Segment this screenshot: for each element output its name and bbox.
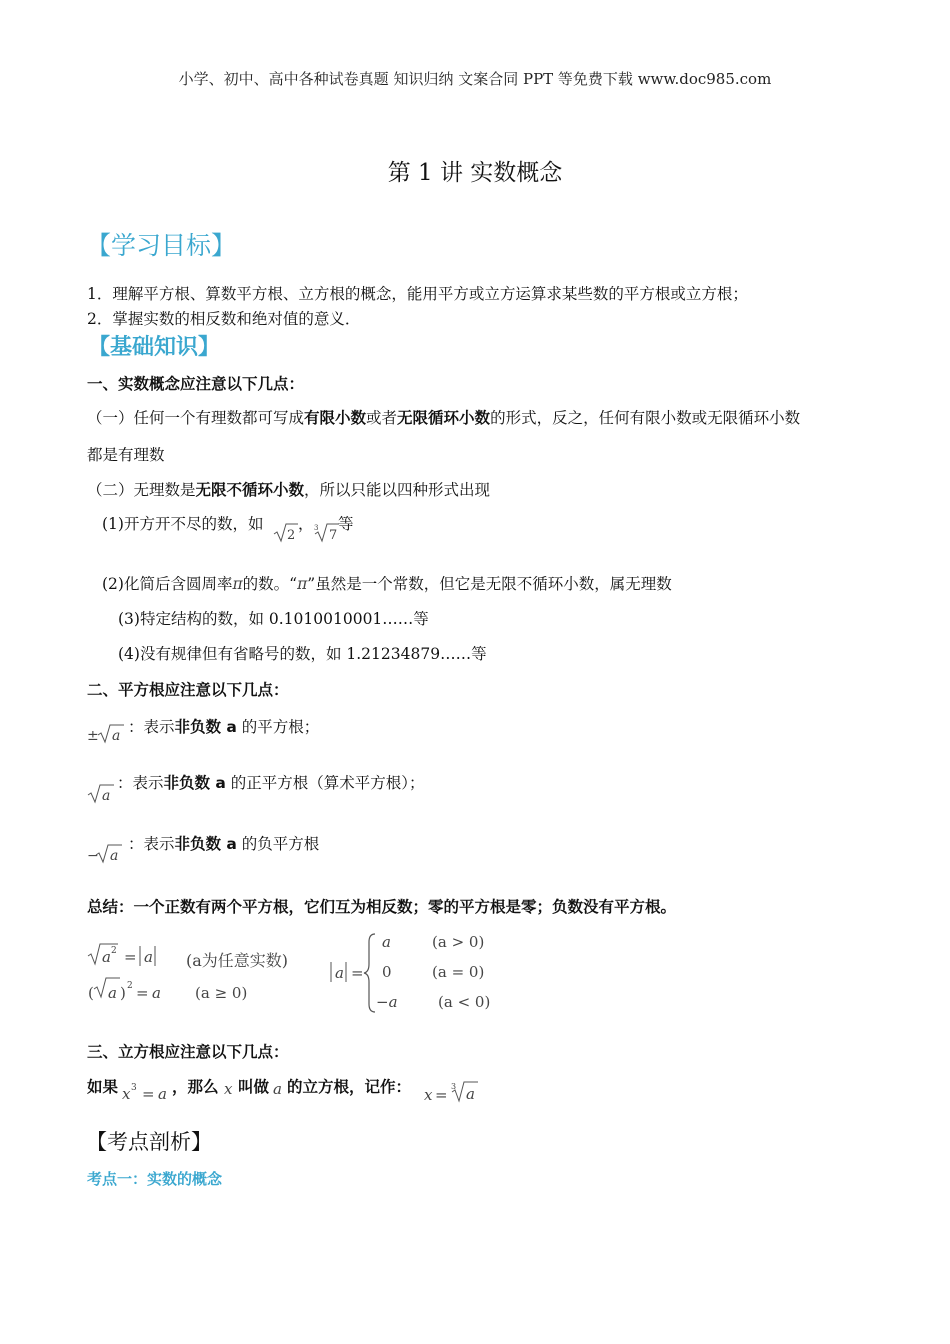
cube-root-text-a: 如果	[87, 1078, 119, 1096]
row1-nonneg-a: 非负数 a	[174, 718, 237, 736]
section1-paragraph-2	[87, 478, 490, 500]
svg-text:=: =	[136, 984, 149, 1002]
svg-text:a: a	[158, 1085, 167, 1103]
svg-text:x: x	[122, 1085, 131, 1103]
form-2-line	[102, 572, 672, 594]
pi-symbol: π	[232, 575, 243, 593]
x-cubed-equals-a	[120, 1078, 172, 1104]
p2-irrational-def: 无限不循环小数	[195, 481, 305, 499]
p1-text-a: （一）任何一个有理数都可写成	[87, 409, 305, 427]
row2-text-c: 的正平方根（算术平方根）；	[225, 774, 425, 792]
abs-case-2-condition: (a = 0)	[432, 963, 485, 981]
sqrt-row-1	[128, 715, 319, 737]
cube-root-text-b: ，那么	[172, 1078, 219, 1096]
svg-text:a: a	[466, 1085, 475, 1103]
svg-text:7: 7	[329, 528, 338, 543]
svg-text:x: x	[424, 1086, 433, 1104]
svg-text:3: 3	[451, 1082, 457, 1091]
svg-text:a: a	[102, 948, 111, 966]
row2-text-a: ：表示	[117, 774, 164, 792]
svg-text:=: =	[124, 948, 137, 966]
abs-case-2-value: 0	[382, 963, 392, 981]
abs-case-1-condition: (a > 0)	[432, 933, 485, 951]
section2-heading: 二、平方根应注意以下几点：	[87, 681, 289, 699]
form-2-text-c: ”虽然是一个常数，但它是无限不循环小数，属无理数	[307, 575, 672, 593]
svg-text:(: (	[88, 984, 94, 1002]
objective-item-1: 1．理解平方根、算数平方根、立方根的概念，能用平方或立方运算求某些数的平方根或立方根；	[87, 285, 748, 303]
section2-summary: 总结：一个正数有两个平方根，它们互为相反数；零的平方根是零；负数没有平方根。	[87, 898, 677, 916]
analysis-heading: 【考点剖析】	[86, 1130, 212, 1154]
basics-heading: 【基础知识】	[88, 335, 221, 360]
svg-text:a: a	[144, 948, 153, 966]
svg-text:): )	[120, 984, 126, 1002]
abs-case-3-value: −a	[376, 993, 398, 1011]
cube-root-text-c: 叫做	[238, 1078, 270, 1096]
form-4-text: (4)没有规律但有省略号的数，如 1.21234879……等	[118, 645, 487, 663]
pi-symbol-quoted: π	[297, 575, 308, 593]
svg-text:=: =	[142, 1085, 155, 1103]
section3-heading: 三、立方根应注意以下几点：	[87, 1043, 289, 1061]
svg-text:=: =	[435, 1086, 448, 1104]
svg-text:3: 3	[314, 524, 319, 532]
form-2-text-a: (2)化简后含圆周率	[102, 575, 233, 593]
svg-text:2: 2	[127, 981, 133, 991]
svg-text:a: a	[108, 984, 117, 1002]
page-header: 小学、初中、高中各种试卷真题 知识归纳 文案合同 PPT 等免费下载 www.doc985.com	[178, 70, 772, 88]
objective-item-2: 2．掌握实数的相反数和绝对值的意义．	[87, 310, 361, 328]
p1-repeating-decimal: 无限循环小数	[397, 409, 491, 427]
page-title: 第 1 讲 实数概念	[387, 160, 563, 186]
plus-minus-sqrt-a-formula	[86, 722, 128, 746]
cube-root-text-d: 的立方根，记作：	[287, 1078, 412, 1096]
abs-case-3-condition: (a < 0)	[438, 993, 491, 1011]
row3-text-c: 的负平方根	[236, 835, 320, 853]
abs-piecewise-brace	[328, 930, 378, 1016]
formula1-condition: (a为任意实数)	[186, 951, 289, 970]
minus-sqrt-a-formula	[86, 842, 128, 866]
abs-case-1-value: a	[382, 933, 391, 951]
svg-text:a: a	[102, 788, 111, 804]
p1-finite-decimal: 有限小数	[304, 409, 367, 427]
form-1-suffix: 等	[338, 515, 354, 533]
objectives-heading: 【学习目标】	[86, 231, 237, 260]
p1-continuation: 都是有理数	[87, 446, 165, 464]
form-2-text-b: 的数。“	[242, 575, 298, 593]
sqrt-row-3	[128, 832, 319, 854]
svg-text:±: ±	[87, 728, 99, 744]
row1-text-a: ：表示	[128, 718, 175, 736]
svg-text:a: a	[152, 984, 161, 1002]
form-3-text: (3)特定结构的数，如 0.1010010001……等	[118, 610, 429, 628]
sqrt-row-2	[117, 771, 425, 793]
x-equals-cbrt-a	[422, 1078, 482, 1106]
svg-text:=: =	[351, 964, 364, 982]
row3-text-a: ：表示	[128, 835, 175, 853]
svg-text:a: a	[335, 964, 344, 982]
sqrt-a-formula	[86, 782, 120, 806]
p2-text-a: （二）无理数是	[87, 481, 196, 499]
formula2-condition: (a ≥ 0)	[195, 984, 248, 1002]
analysis-point-1: 考点一：实数的概念	[87, 1170, 223, 1188]
row2-nonneg-a: 非负数 a	[163, 774, 226, 792]
form-1-separator: ，	[298, 515, 314, 533]
sqrt-2-formula	[272, 520, 298, 544]
svg-text:a: a	[110, 848, 119, 864]
svg-text:3: 3	[131, 1083, 137, 1093]
p1-text-c: 或者	[366, 409, 398, 427]
svg-text:2: 2	[287, 528, 296, 543]
row1-text-c: 的平方根；	[236, 718, 320, 736]
section1-paragraph-1	[87, 406, 800, 428]
svg-text:2: 2	[111, 946, 117, 956]
svg-text:−: −	[87, 848, 99, 864]
variable-x: x	[224, 1080, 233, 1098]
form-1-text: (1)开方开不尽的数，如	[102, 515, 264, 533]
cbrt-7-formula	[312, 520, 340, 544]
row3-nonneg-a: 非负数 a	[174, 835, 237, 853]
section1-heading: 一、实数概念应注意以下几点：	[87, 375, 305, 393]
p2-text-c: ，所以只能以四种形式出现	[304, 481, 491, 499]
variable-a: a	[273, 1080, 282, 1098]
p1-text-e: 的形式，反之，任何有限小数或无限循环小数	[490, 409, 801, 427]
svg-text:a: a	[112, 728, 121, 744]
